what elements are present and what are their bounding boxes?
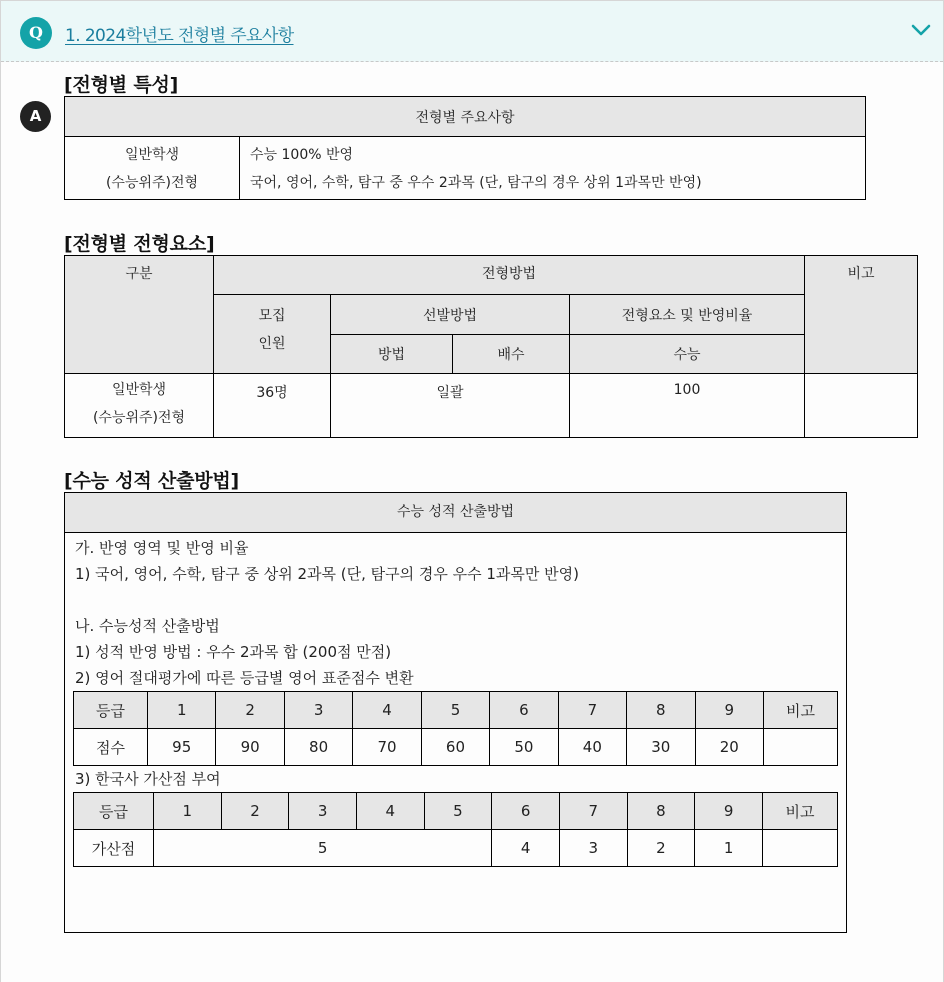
row-recruit: 36명	[214, 374, 331, 438]
grade-cell: 3	[289, 793, 357, 830]
grade-cell: 6	[490, 692, 558, 729]
bonus-cell: 1	[695, 830, 763, 867]
line-a-title: 가. 반영 영역 및 반영 비율	[75, 539, 249, 557]
row-label	[65, 137, 240, 200]
grade-cell: 1	[154, 793, 222, 830]
grade-cell: 3	[284, 692, 352, 729]
bonus-cell-merged: 5	[154, 830, 492, 867]
label-grade: 등급	[74, 793, 154, 830]
header-multiple: 배수	[453, 335, 570, 374]
grade-cell: 7	[559, 793, 627, 830]
grade-cell: 9	[695, 692, 764, 729]
header-elements: 전형요소 및 반영비율	[570, 295, 805, 335]
score-cell: 30	[627, 729, 695, 766]
content-line1: 수능 100% 반영	[250, 147, 354, 163]
header-category: 구분	[65, 256, 214, 374]
row-label-line1: 일반학생	[124, 147, 180, 163]
header-recruit-line1: 모집	[258, 308, 286, 324]
header-how: 방법	[331, 335, 453, 374]
score-cell: 70	[353, 729, 421, 766]
grade-cell: 8	[627, 793, 695, 830]
grade-cell: 2	[216, 692, 284, 729]
row-category	[65, 374, 214, 438]
question-title-link[interactable]: 1. 2024학년도 전형별 주요사항	[65, 26, 294, 46]
grade-cell: 9	[695, 793, 763, 830]
grade-cell: 1	[148, 692, 216, 729]
line-b-3: 3) 한국사 가산점 부여	[75, 770, 221, 788]
line-a-1: 1) 국어, 영어, 수학, 탐구 중 상위 2과목 (단, 탐구의 경우 우수 1과목만 반영)	[75, 565, 579, 583]
score-cell: 90	[216, 729, 284, 766]
row-label-line2: (수능위주)전형	[105, 175, 199, 191]
row-category-line2: (수능위주)전형	[92, 410, 186, 426]
bonus-cell: 2	[627, 830, 695, 867]
content-line2: 국어, 영어, 수학, 탐구 중 우수 2과목 (단, 탐구의 경우 상위 1과목만 반영)	[250, 175, 702, 191]
grade-cell: 4	[353, 692, 421, 729]
row-note	[805, 374, 918, 438]
note-cell	[764, 729, 838, 766]
label-grade: 등급	[74, 692, 148, 729]
score-cell: 95	[148, 729, 216, 766]
grade-cell: 5	[424, 793, 492, 830]
line-b-1: 1) 성적 반영 방법 : 우수 2과목 합 (200점 만점)	[75, 643, 392, 661]
grade-cell: 8	[627, 692, 695, 729]
header-recruit-line2: 인원	[258, 336, 286, 352]
header-method: 전형방법	[214, 256, 805, 295]
score-cell: 40	[558, 729, 626, 766]
section-title-csat-calc: [수능 성적 산출방법]	[64, 470, 240, 492]
bonus-cell: 3	[559, 830, 627, 867]
grade-cell: 7	[558, 692, 626, 729]
header-note: 비고	[805, 256, 918, 374]
question-badge: Q	[20, 17, 52, 49]
label-bonus: 가산점	[74, 830, 154, 867]
blank-line	[65, 587, 846, 613]
header-recruit	[214, 295, 331, 374]
line-b-2: 2) 영어 절대평가에 따른 등급별 영어 표준점수 변환	[75, 669, 414, 687]
label-score: 점수	[74, 729, 148, 766]
header-selection: 선발방법	[331, 295, 570, 335]
grade-cell: 6	[492, 793, 560, 830]
header-csat: 수능	[570, 335, 805, 374]
grade-cell: 4	[356, 793, 424, 830]
table-header: 수능 성적 산출방법	[65, 493, 846, 533]
elements-table	[64, 255, 918, 438]
grade-cell: 5	[421, 692, 489, 729]
score-cell: 80	[284, 729, 352, 766]
grade-cell: 2	[221, 793, 289, 830]
history-grade-table	[73, 792, 838, 867]
row-category-line1: 일반학생	[111, 382, 167, 398]
row-content	[240, 137, 866, 200]
row-csat: 100	[570, 374, 805, 438]
note-cell	[763, 830, 838, 867]
table-header: 전형별 주요사항	[65, 97, 866, 137]
score-cell: 50	[490, 729, 558, 766]
section-title-elements: [전형별 전형요소]	[64, 233, 215, 255]
chevron-down-icon[interactable]	[911, 23, 931, 37]
csat-calc-box	[64, 492, 847, 933]
faq-question-bar[interactable]	[1, 1, 943, 62]
characteristics-table	[64, 96, 866, 200]
score-cell: 20	[695, 729, 764, 766]
score-cell: 60	[421, 729, 489, 766]
bonus-cell: 4	[492, 830, 560, 867]
row-selection: 일괄	[331, 374, 570, 438]
label-note: 비고	[763, 793, 838, 830]
label-note: 비고	[764, 692, 838, 729]
line-b-title: 나. 수능성적 산출방법	[75, 617, 220, 635]
section-title-characteristics: [전형별 특성]	[64, 74, 179, 96]
answer-badge: A	[20, 101, 51, 132]
english-grade-table	[73, 691, 838, 766]
